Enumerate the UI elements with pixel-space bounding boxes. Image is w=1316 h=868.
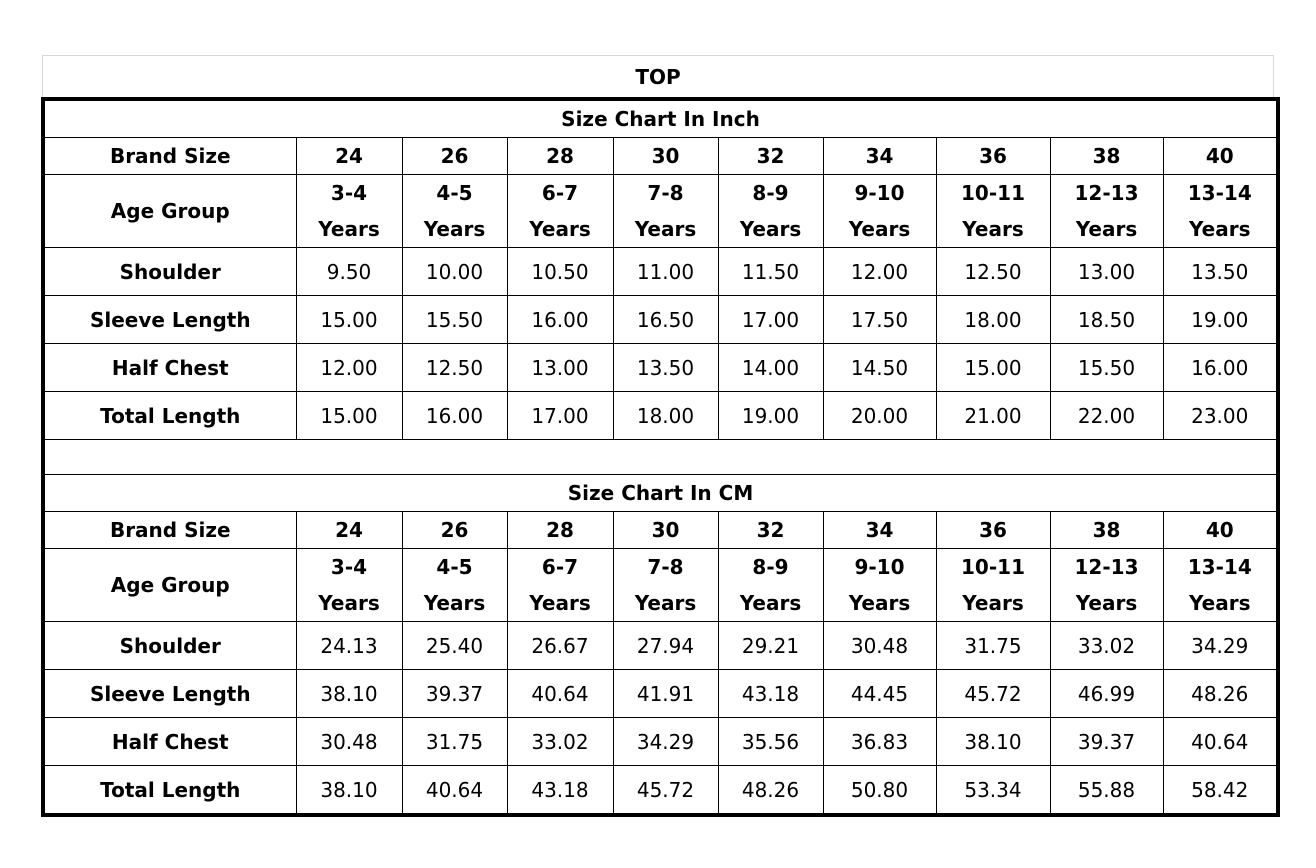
spacer-row xyxy=(43,440,1278,475)
age-unit: Years xyxy=(1189,591,1251,615)
age-range: 3-4 xyxy=(330,555,368,579)
value-cell: 27.94 xyxy=(613,622,718,670)
table-row xyxy=(43,392,1278,440)
age-unit: Years xyxy=(1075,591,1138,615)
brand-size-cell: 26 xyxy=(402,512,507,549)
row-label: Total Length xyxy=(43,766,296,816)
brand-size-cell: 38 xyxy=(1050,138,1163,175)
age-group-cell xyxy=(936,549,1050,622)
table-row xyxy=(43,344,1278,392)
age-range: 12-13 xyxy=(1074,555,1139,579)
value-cell: 15.50 xyxy=(1050,344,1163,392)
value-cell: 17.00 xyxy=(507,392,613,440)
value-cell: 38.10 xyxy=(936,718,1050,766)
age-range: 12-13 xyxy=(1074,181,1139,205)
age-range: 8-9 xyxy=(752,181,789,205)
age-range: 9-10 xyxy=(854,555,905,579)
value-cell: 23.00 xyxy=(1163,392,1278,440)
age-group-cell xyxy=(296,549,402,622)
value-cell: 58.42 xyxy=(1163,766,1278,816)
value-cell: 15.00 xyxy=(296,392,402,440)
age-range: 6-7 xyxy=(541,181,579,205)
inch-section-heading: Size Chart In Inch xyxy=(43,99,1278,138)
value-cell: 19.00 xyxy=(1163,296,1278,344)
age-group-cell xyxy=(1050,549,1163,622)
table-row xyxy=(43,718,1278,766)
brand-size-cell: 24 xyxy=(296,138,402,175)
age-unit: Years xyxy=(318,591,380,615)
value-cell: 41.91 xyxy=(613,670,718,718)
value-cell: 13.00 xyxy=(1050,248,1163,296)
age-range: 10-11 xyxy=(961,555,1025,579)
age-unit: Years xyxy=(423,591,486,615)
value-cell: 16.00 xyxy=(402,392,507,440)
value-cell: 13.50 xyxy=(613,344,718,392)
spacer-cell xyxy=(43,440,1278,475)
value-cell: 34.29 xyxy=(613,718,718,766)
value-cell: 30.48 xyxy=(823,622,936,670)
brand-size-cell: 32 xyxy=(718,512,823,549)
age-group-cell xyxy=(507,549,613,622)
value-cell: 15.00 xyxy=(296,296,402,344)
value-cell: 43.18 xyxy=(718,670,823,718)
age-range: 13-14 xyxy=(1187,555,1252,579)
age-unit: Years xyxy=(962,591,1024,615)
age-unit: Years xyxy=(1075,217,1138,241)
value-cell: 9.50 xyxy=(296,248,402,296)
value-cell: 10.50 xyxy=(507,248,613,296)
size-chart-table xyxy=(41,97,1280,817)
age-unit: Years xyxy=(529,217,591,241)
value-cell: 53.34 xyxy=(936,766,1050,816)
cm-brand-size-row xyxy=(43,512,1278,549)
value-cell: 18.00 xyxy=(613,392,718,440)
brand-size-cell: 28 xyxy=(507,138,613,175)
value-cell: 45.72 xyxy=(936,670,1050,718)
age-group-cell xyxy=(718,549,823,622)
age-unit: Years xyxy=(529,591,591,615)
value-cell: 10.00 xyxy=(402,248,507,296)
value-cell: 12.50 xyxy=(936,248,1050,296)
value-cell: 55.88 xyxy=(1050,766,1163,816)
age-unit: Years xyxy=(848,217,911,241)
value-cell: 33.02 xyxy=(507,718,613,766)
value-cell: 46.99 xyxy=(1050,670,1163,718)
value-cell: 17.00 xyxy=(718,296,823,344)
age-range: 13-14 xyxy=(1187,181,1252,205)
value-cell: 31.75 xyxy=(936,622,1050,670)
age-unit: Years xyxy=(1189,217,1251,241)
inch-age-group-row xyxy=(43,175,1278,248)
brand-size-cell: 38 xyxy=(1050,512,1163,549)
value-cell: 48.26 xyxy=(1163,670,1278,718)
brand-size-cell: 36 xyxy=(936,138,1050,175)
age-range: 4-5 xyxy=(436,555,473,579)
value-cell: 11.50 xyxy=(718,248,823,296)
value-cell: 33.02 xyxy=(1050,622,1163,670)
value-cell: 30.48 xyxy=(296,718,402,766)
value-cell: 13.50 xyxy=(1163,248,1278,296)
value-cell: 40.64 xyxy=(1163,718,1278,766)
value-cell: 39.37 xyxy=(402,670,507,718)
age-group-cell xyxy=(296,175,402,248)
table-row xyxy=(43,622,1278,670)
brand-size-cell: 28 xyxy=(507,512,613,549)
value-cell: 16.00 xyxy=(507,296,613,344)
row-label: Shoulder xyxy=(43,248,296,296)
brand-size-cell: 36 xyxy=(936,512,1050,549)
table-row xyxy=(43,248,1278,296)
row-label: Age Group xyxy=(43,175,296,248)
value-cell: 14.00 xyxy=(718,344,823,392)
age-group-cell xyxy=(613,175,718,248)
row-label: Half Chest xyxy=(43,344,296,392)
brand-size-cell: 32 xyxy=(718,138,823,175)
age-group-cell xyxy=(1050,175,1163,248)
age-group-cell xyxy=(718,175,823,248)
row-label: Brand Size xyxy=(43,512,296,549)
age-group-cell xyxy=(402,549,507,622)
value-cell: 39.37 xyxy=(1050,718,1163,766)
value-cell: 18.50 xyxy=(1050,296,1163,344)
age-group-cell xyxy=(823,175,936,248)
cm-age-group-row xyxy=(43,549,1278,622)
age-group-cell xyxy=(402,175,507,248)
value-cell: 12.00 xyxy=(823,248,936,296)
table-row xyxy=(43,296,1278,344)
value-cell: 15.50 xyxy=(402,296,507,344)
value-cell: 12.50 xyxy=(402,344,507,392)
age-range: 9-10 xyxy=(854,181,905,205)
value-cell: 38.10 xyxy=(296,670,402,718)
value-cell: 16.50 xyxy=(613,296,718,344)
table-row xyxy=(43,670,1278,718)
age-range: 7-8 xyxy=(647,555,684,579)
value-cell: 15.00 xyxy=(936,344,1050,392)
value-cell: 45.72 xyxy=(613,766,718,816)
value-cell: 31.75 xyxy=(402,718,507,766)
value-cell: 34.29 xyxy=(1163,622,1278,670)
value-cell: 40.64 xyxy=(507,670,613,718)
age-group-cell xyxy=(507,175,613,248)
inch-brand-size-row xyxy=(43,138,1278,175)
value-cell: 44.45 xyxy=(823,670,936,718)
value-cell: 38.10 xyxy=(296,766,402,816)
value-cell: 21.00 xyxy=(936,392,1050,440)
value-cell: 16.00 xyxy=(1163,344,1278,392)
age-range: 10-11 xyxy=(961,181,1025,205)
brand-size-cell: 34 xyxy=(823,138,936,175)
brand-size-cell: 40 xyxy=(1163,138,1278,175)
value-cell: 50.80 xyxy=(823,766,936,816)
age-group-cell xyxy=(1163,175,1278,248)
value-cell: 48.26 xyxy=(718,766,823,816)
cm-section-heading: Size Chart In CM xyxy=(43,475,1278,512)
cm-heading-row xyxy=(43,475,1278,512)
row-label: Age Group xyxy=(43,549,296,622)
value-cell: 18.00 xyxy=(936,296,1050,344)
brand-size-cell: 24 xyxy=(296,512,402,549)
row-label: Brand Size xyxy=(43,138,296,175)
row-label: Total Length xyxy=(43,392,296,440)
table-row xyxy=(43,766,1278,816)
age-group-cell xyxy=(1163,549,1278,622)
row-label: Sleeve Length xyxy=(43,670,296,718)
age-range: 4-5 xyxy=(436,181,473,205)
value-cell: 29.21 xyxy=(718,622,823,670)
age-unit: Years xyxy=(634,217,697,241)
age-group-cell xyxy=(823,549,936,622)
age-group-cell xyxy=(936,175,1050,248)
value-cell: 13.00 xyxy=(507,344,613,392)
age-unit: Years xyxy=(634,591,697,615)
brand-size-cell: 26 xyxy=(402,138,507,175)
value-cell: 24.13 xyxy=(296,622,402,670)
value-cell: 22.00 xyxy=(1050,392,1163,440)
age-group-cell xyxy=(613,549,718,622)
row-label: Sleeve Length xyxy=(43,296,296,344)
value-cell: 26.67 xyxy=(507,622,613,670)
value-cell: 12.00 xyxy=(296,344,402,392)
age-unit: Years xyxy=(848,591,911,615)
age-unit: Years xyxy=(962,217,1024,241)
brand-size-cell: 40 xyxy=(1163,512,1278,549)
brand-size-cell: 34 xyxy=(823,512,936,549)
age-range: 3-4 xyxy=(330,181,368,205)
row-label: Half Chest xyxy=(43,718,296,766)
value-cell: 40.64 xyxy=(402,766,507,816)
age-unit: Years xyxy=(318,217,380,241)
age-range: 7-8 xyxy=(647,181,684,205)
brand-size-cell: 30 xyxy=(613,138,718,175)
age-range: 8-9 xyxy=(752,555,789,579)
inch-heading-row xyxy=(43,99,1278,138)
age-unit: Years xyxy=(423,217,486,241)
row-label: Shoulder xyxy=(43,622,296,670)
value-cell: 25.40 xyxy=(402,622,507,670)
age-range: 6-7 xyxy=(541,555,579,579)
value-cell: 17.50 xyxy=(823,296,936,344)
value-cell: 36.83 xyxy=(823,718,936,766)
table-title: TOP xyxy=(42,55,1274,98)
value-cell: 14.50 xyxy=(823,344,936,392)
age-unit: Years xyxy=(739,217,802,241)
brand-size-cell: 30 xyxy=(613,512,718,549)
age-unit: Years xyxy=(739,591,802,615)
value-cell: 35.56 xyxy=(718,718,823,766)
value-cell: 19.00 xyxy=(718,392,823,440)
value-cell: 20.00 xyxy=(823,392,936,440)
value-cell: 11.00 xyxy=(613,248,718,296)
value-cell: 43.18 xyxy=(507,766,613,816)
